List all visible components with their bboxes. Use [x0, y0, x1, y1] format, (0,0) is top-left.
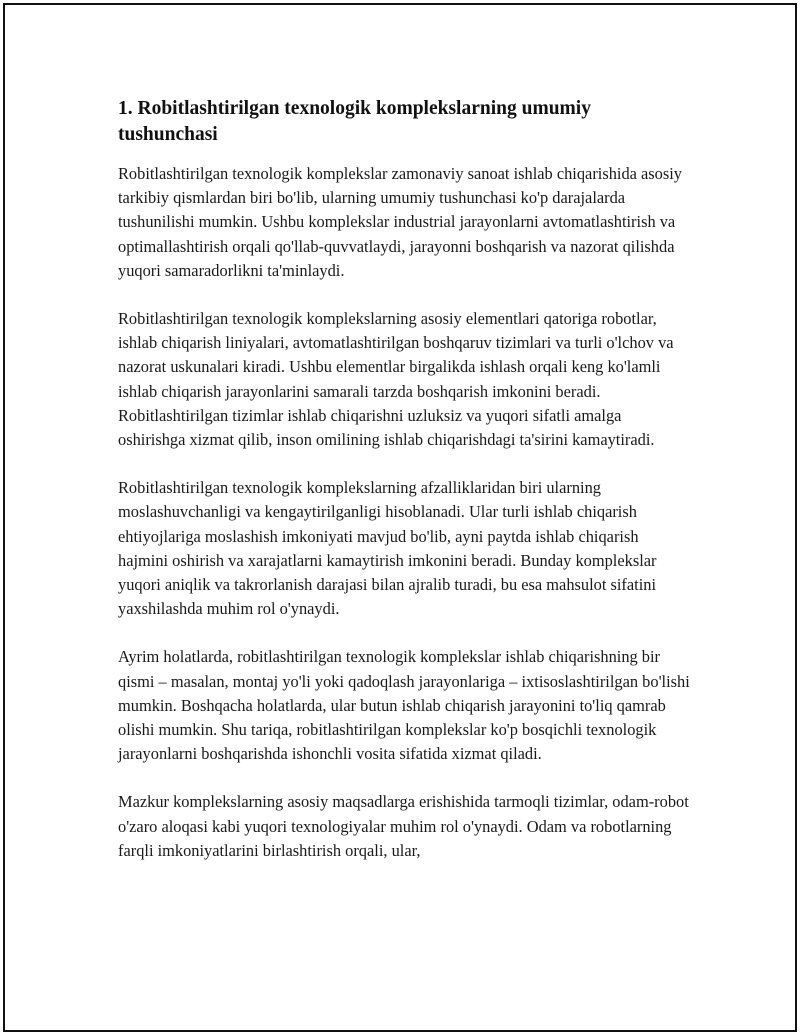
document-body — [118, 96, 690, 887]
paragraph-5: Mazkur komplekslarning asosiy maqsadlarga erishishida tarmoqli tizimlar, odam-robot o'zaro aloqasi kabi yuqori texnologiyalar muhim rol o'ynaydi. Odam va robotlarning farqli imkoniyatlarini birlashtirish orqali, ular, — [118, 792, 689, 860]
paragraph-3: Robitlashtirilgan texnologik komplekslarning afzalliklaridan biri ularning moslashuvchanligi va kengaytirilganligi hisoblanadi. Ular turli ishlab chiqarish ehtiyojlariga moslashish imkoniyati mavjud bo'lib, ayni paytda ishlab chiqarish hajmini oshirish va xarajatlarni kamaytirish imkonini beradi. Bunday komplekslar yuqori aniqlik va takrorlanish darajasi bilan ajralib turadi, bu esa mahsulot sifatini yaxshilashda muhim rol o'ynaydi. — [118, 478, 657, 619]
paragraph-4: Ayrim holatlarda, robitlashtirilgan texnologik komplekslar ishlab chiqarishning bir qismi – masalan, montaj yo'li yoki qadoqlash jarayonlariga – ixtisoslashtirilgan bo'lishi mumkin. Boshqacha holatlarda, ular butun ishlab chiqarish jarayonini to'liq qamrab olishi mumkin. Shu tariqa, robitlashtirilgan komplekslar ko'p bosqichli texnologik jarayonlarni boshqarishda ishonchli vosita sifatida xizmat qiladi. — [118, 647, 690, 764]
section-heading: 1. Robitlashtirilgan texnologik komplekslarning umumiy tushunchasi — [118, 98, 591, 145]
paragraph-1: Robitlashtirilgan texnologik komplekslar zamonaviy sanoat ishlab chiqarishida asosiy tarkibiy qismlardan biri bo'lib, ularning umumiy tushunchasi ko'p darajalarda tushunilishi mumkin. Ushbu komplekslar industrial jarayonlarni avtomatlashtirish va optimallashtirish orqali qo'llab-quvvatlaydi, jarayonni boshqarish va nazorat qilishda yuqori samaradorlikni ta'minlaydi. — [118, 164, 683, 280]
paragraph-2: Robitlashtirilgan texnologik komplekslarning asosiy elementlari qatoriga robotlar, ishlab chiqarish liniyalari, avtomatlashtirilgan boshqaruv tizimlari va turli o'lchov va nazorat uskunalari kiradi. Ushbu elementlar birgalikda ishlash orqali keng ko'lamli ishlab chiqarish jarayonlarini samarali tarzda boshqarish imkonini beradi. Robitlashtirilgan tizimlar ishlab chiqarishni uzluksiz va yuqori sifatli amalga oshirishga xizmat qilib, inson omilining ishlab chiqarishdagi ta'sirini kamaytiradi. — [118, 309, 674, 450]
